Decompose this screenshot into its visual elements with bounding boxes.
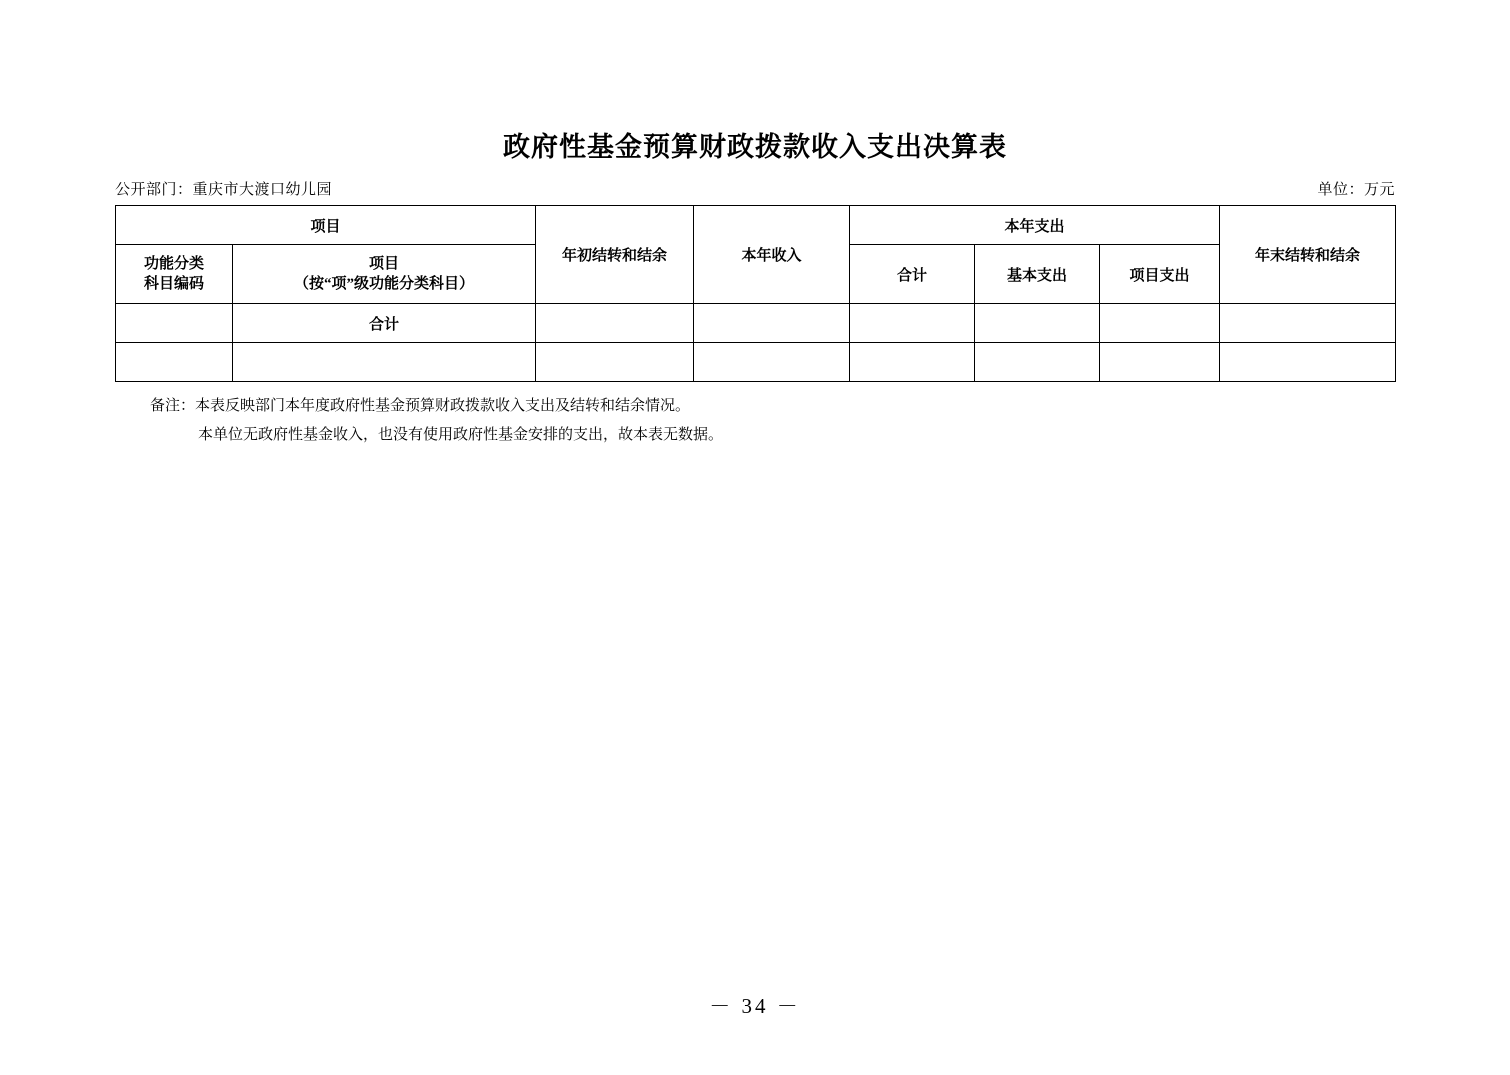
cell-expenditure-total: [850, 343, 975, 382]
page-title: 政府性基金预算财政拨款收入支出决算表: [503, 132, 1007, 162]
cell-basic-expenditure: [975, 343, 1100, 382]
cell-end-balance: [1220, 343, 1396, 382]
header-expenditure-total: 合计: [850, 245, 975, 304]
note-line-2: 本单位无政府性基金收入，也没有使用政府性基金安排的支出，故本表无数据。: [198, 426, 724, 443]
header-project-expenditure: 项目支出: [1100, 245, 1220, 304]
cell-project-expenditure: [1100, 343, 1220, 382]
cell-basic-expenditure: [975, 304, 1100, 343]
table-row: [116, 343, 1396, 382]
header-project-name-line2: （按“项”级功能分类科目）: [294, 276, 475, 292]
meta-row: [0, 178, 1510, 200]
cell-current-year-income: [694, 304, 850, 343]
header-end-balance: 年末结转和结余: [1220, 206, 1396, 304]
cell-project-name: 合计: [233, 304, 536, 343]
budget-table: [115, 205, 1396, 382]
table-header: [116, 206, 1396, 304]
header-function-code-line2: 科目编码: [143, 276, 204, 292]
cell-function-code: [116, 304, 233, 343]
page-number: － 34 －: [709, 994, 801, 1018]
note-line-1: 备注：本表反映部门本年度政府性基金预算财政拨款收入支出及结转和结余情况。: [150, 398, 691, 414]
cell-project-name: [233, 343, 536, 382]
table-notes: [150, 392, 723, 449]
header-current-year-income: 本年收入: [694, 206, 850, 304]
unit-label: 单位：万元: [1317, 182, 1395, 198]
cell-current-year-income: [694, 343, 850, 382]
cell-function-code: [116, 343, 233, 382]
header-current-year-expenditure-group: 本年支出: [850, 206, 1220, 245]
header-begin-balance: 年初结转和结余: [536, 206, 694, 304]
department-label: 公开部门：重庆市大渡口幼儿园: [115, 182, 333, 198]
cell-expenditure-total: [850, 304, 975, 343]
table-body: [116, 304, 1396, 382]
header-project-group: 项目: [116, 206, 536, 245]
cell-project-expenditure: [1100, 304, 1220, 343]
header-function-code-line1: 功能分类: [143, 255, 204, 272]
header-project-name: [233, 245, 536, 304]
cell-begin-balance: [536, 343, 694, 382]
table-row: [116, 304, 1396, 343]
header-project-name-line1: 项目: [369, 255, 400, 272]
header-basic-expenditure: 基本支出: [975, 245, 1100, 304]
cell-begin-balance: [536, 304, 694, 343]
header-function-code: [116, 245, 233, 304]
cell-end-balance: [1220, 304, 1396, 343]
